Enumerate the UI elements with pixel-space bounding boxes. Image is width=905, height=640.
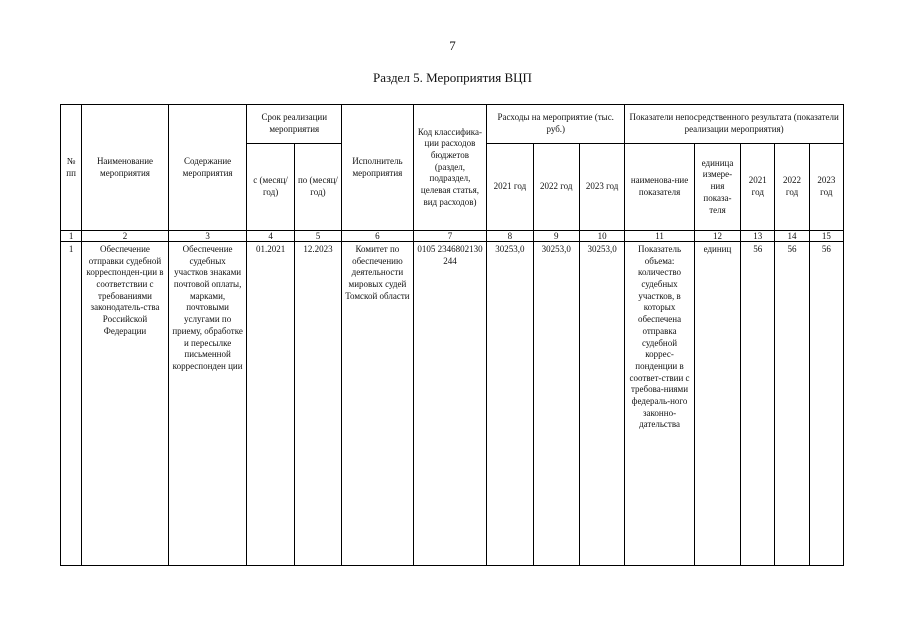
cell-value-2023: 56 (809, 242, 843, 566)
header-expense-2023: 2023 год (579, 144, 624, 231)
cell-expense-2022: 30253,0 (533, 242, 579, 566)
header-result-2022: 2022 год (775, 144, 809, 231)
column-number: 10 (579, 231, 624, 242)
cell-value-2021: 56 (741, 242, 775, 566)
column-number: 9 (533, 231, 579, 242)
cell-indicator: Показатель объема: количество судебных участков, в которых обеспечена отправка судебной коррес-понденции в соответ-ствии с требова-ниями федераль-ного законно-дательства (625, 242, 695, 566)
table-row (61, 242, 844, 566)
header-content: Содержание мероприятия (168, 105, 247, 231)
column-number: 6 (342, 231, 414, 242)
column-number: 2 (82, 231, 169, 242)
header-indicator-name: наименова-ние показателя (625, 144, 695, 231)
cell-no: 1 (61, 242, 82, 566)
cell-content: Обеспечение судебных участков знаками почтовой оплаты, марками, почтовыми услугами по приему, обработке и пересылке письменной корреспонден ции (168, 242, 247, 566)
column-number: 13 (741, 231, 775, 242)
header-expense-2022: 2022 год (533, 144, 579, 231)
section-title: Раздел 5. Мероприятия ВЦП (373, 70, 532, 85)
column-number: 15 (809, 231, 843, 242)
header-expenses: Расходы на мероприятие (тыс. руб.) (487, 105, 625, 144)
column-number: 4 (247, 231, 294, 242)
header-period-to: по (месяц/ год) (294, 144, 341, 231)
measures-table (60, 104, 844, 566)
column-number: 5 (294, 231, 341, 242)
cell-expense-2021: 30253,0 (487, 242, 533, 566)
column-number: 12 (694, 231, 740, 242)
cell-code: 0105 2346802130 244 (413, 242, 487, 566)
column-number: 14 (775, 231, 809, 242)
column-number-row (61, 231, 844, 242)
cell-to: 12.2023 (294, 242, 341, 566)
header-results: Показатели непосредственного результата (показатели реализации мероприятия) (625, 105, 844, 144)
page-number: 7 (449, 38, 456, 53)
cell-name: Обеспечение отправки судебной корреспонден-ции в соответствии с требованиями законодатель-ства Российской Федерации (82, 242, 169, 566)
header-executor: Исполнитель мероприятия (342, 105, 414, 231)
header-expense-2021: 2021 год (487, 144, 533, 231)
cell-from: 01.2021 (247, 242, 294, 566)
header-no: № пп (61, 105, 82, 231)
cell-expense-2023: 30253,0 (579, 242, 624, 566)
header-period-from: с (месяц/ год) (247, 144, 294, 231)
header-result-2021: 2021 год (741, 144, 775, 231)
header-code: Код классифика-ции расходов бюджетов (раздел, подраздел, целевая статья, вид расходов) (413, 105, 487, 231)
header-result-2023: 2023 год (809, 144, 843, 231)
cell-unit: единиц (694, 242, 740, 566)
header-unit: единица измере-ния показа-теля (694, 144, 740, 231)
cell-executor: Комитет по обеспечению деятельности мировых судей Томской области (342, 242, 414, 566)
header-row-1 (61, 105, 844, 144)
column-number: 7 (413, 231, 487, 242)
cell-value-2022: 56 (775, 242, 809, 566)
header-period: Срок реализации мероприятия (247, 105, 342, 144)
column-number: 3 (168, 231, 247, 242)
column-number: 8 (487, 231, 533, 242)
header-name: Наименование мероприятия (82, 105, 169, 231)
column-number: 1 (61, 231, 82, 242)
column-number: 11 (625, 231, 695, 242)
